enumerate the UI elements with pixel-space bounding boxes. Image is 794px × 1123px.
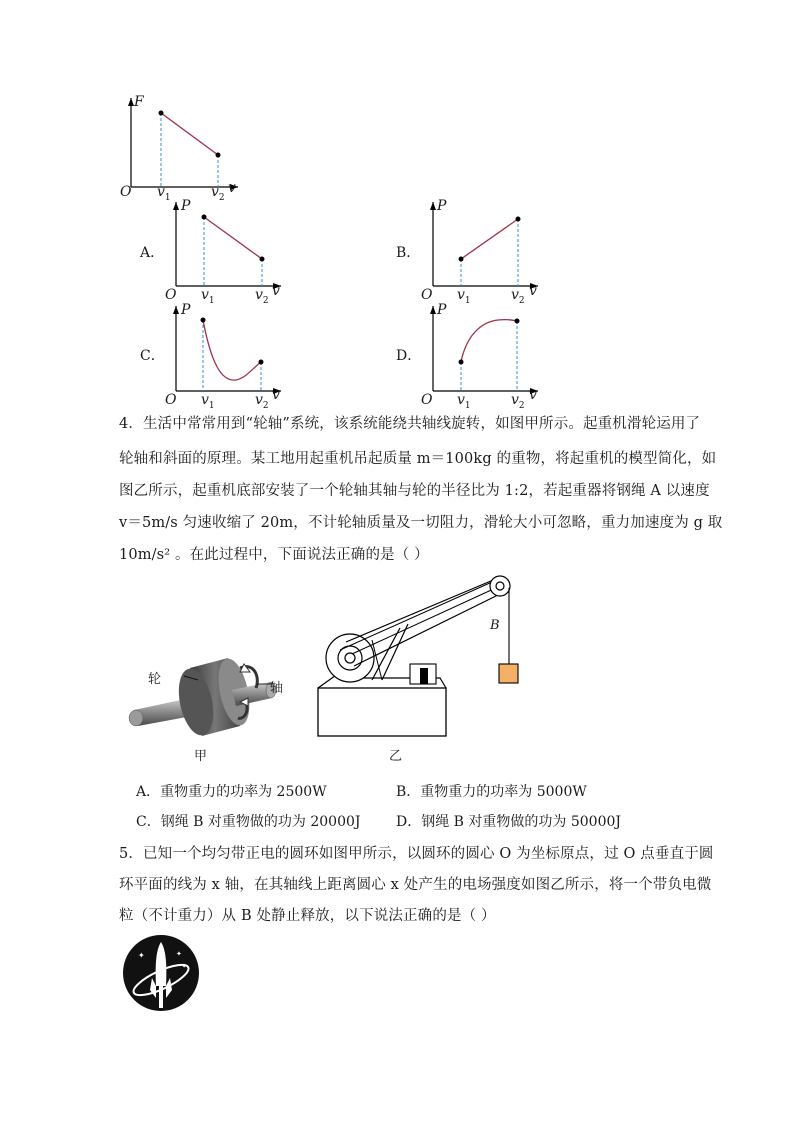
given-f-v-graph [116,94,246,202]
option-d-tick-v1: $v_1$ [457,392,471,411]
option-b-line [461,219,518,259]
rope-b-label: B [490,618,500,633]
option-a-x-label: v [272,283,280,299]
fig-axle-label: 轴 [270,681,284,696]
fig-jia-caption: 甲 [194,749,208,764]
option-c-tick-v1: $v_1$ [201,392,215,411]
q4-line-2: 轮轴和斜面的原理。某工地用起重机吊起质量 m＝100kg 的重物，将起重机的模型简化，如 [119,451,717,467]
option-b-x-label: v [529,283,537,299]
option-a-line [204,217,262,259]
option-d-y-label: P [437,302,447,318]
option-b-label[interactable]: B． [396,245,421,261]
fig-yi-caption: 乙 [389,749,403,764]
svg-text:✦: ✦ [182,964,187,970]
option-d-tick-v2: $v_2$ [511,392,525,411]
option-b-origin: O [421,287,433,303]
option-a-tick-v2: $v_2$ [255,287,269,306]
option-c-x-label: v [272,387,280,403]
q4-option-a[interactable]: A．重物重力的功率为 2500W [136,784,327,800]
given-y-label: F [134,94,144,110]
option-b-y-label: P [437,198,447,214]
given-line [161,113,218,155]
svg-text:✦: ✦ [176,950,182,958]
option-d-origin: O [421,392,433,408]
q4-line-5: 10m/s² 。在此过程中，下面说法正确的是（ ） [119,547,429,563]
q4-line-3: 图乙所示，起重机底部安装了一个轮轴其轴与轮的半径比为 1:2，若起重器将钢绳 A 以速度 [119,483,710,499]
q4-option-b[interactable]: B．重物重力的功率为 5000W [396,784,587,800]
q4-option-c[interactable]: C．钢绳 B 对重物做的功为 20000J [136,814,361,830]
given-x-label: v [228,180,236,196]
option-d-x-label: v [529,387,537,403]
option-c-origin: O [165,392,177,408]
given-origin: O [120,184,132,200]
fig-wheel-label: 轮 [148,672,162,687]
crane-figure [312,570,527,740]
option-a-tick-v1: $v_1$ [201,287,215,306]
option-b-tick-v2: $v_2$ [511,287,525,306]
option-a-y-label: P [181,198,191,214]
q5-line-3: 粒（不计重力）从 B 处静止释放，以下说法正确的是（ ） [119,908,496,924]
given-tick-v2: $v_2$ [211,184,225,203]
q5-line-1: 5．已知一个均匀带正电的圆环如图甲所示，以圆环的圆心 O 为坐标原点，过 O 点垂直于圆 [119,846,714,862]
option-a-label[interactable]: A． [140,245,165,261]
option-d-curve [461,320,517,362]
q5-line-2: 环平面的线为 x 轴，在其轴线上距离圆心 x 处产生的电场强度如图乙所示，将一个带负电微 [119,877,712,893]
option-b-tick-v1: $v_1$ [457,287,471,306]
option-c-label[interactable]: C． [140,348,165,364]
option-c-y-label: P [181,302,191,318]
svg-text:✦: ✦ [138,951,145,960]
q4-option-d[interactable]: D．钢绳 B 对重物做的功为 50000J [396,814,622,830]
option-c-tick-v2: $v_2$ [255,392,269,411]
q4-line-1: 4．生活中常常用到“轮轴”系统，该系统能绕共轴线旋转，如图甲所示。起重机滑轮运用了 [119,416,701,432]
option-a-origin: O [165,287,177,303]
rocket-logo-icon [122,934,200,1012]
option-d-label[interactable]: D． [396,348,422,364]
q4-line-4: v＝5m/s 匀速收缩了 20m，不计轮轴质量及一切阻力，滑轮大小可忽略，重力加速度为 g 取 [119,515,723,531]
option-c-curve [203,320,261,380]
given-tick-v1: $v_1$ [157,184,171,203]
crane-load-box [499,664,518,683]
